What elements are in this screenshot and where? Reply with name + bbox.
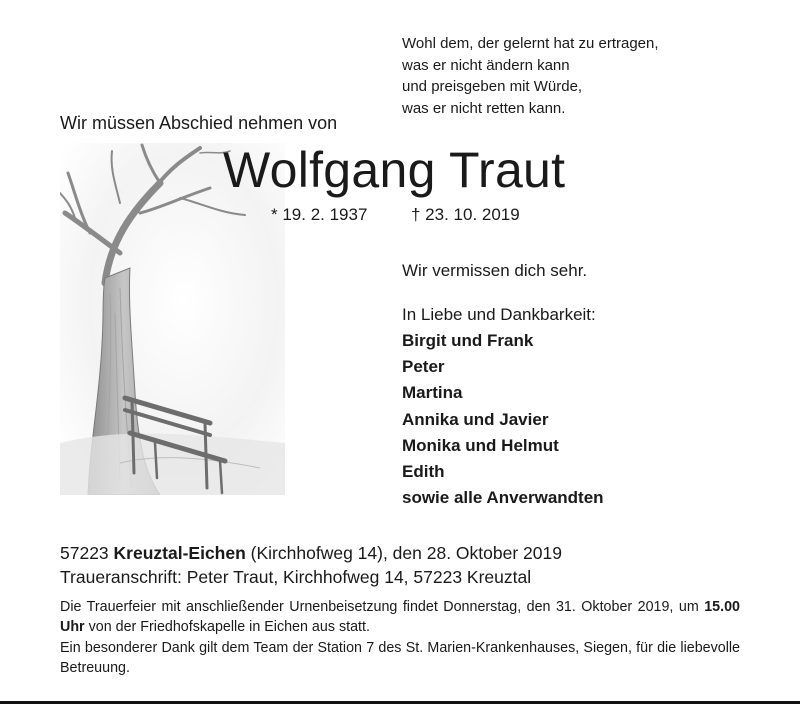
- intro-text: Wir müssen Abschied nehmen von: [60, 113, 338, 133]
- mourner-name: Monika und Helmut: [402, 435, 559, 455]
- death-date: † 23. 10. 2019: [411, 205, 520, 224]
- mourner-name: Edith: [402, 462, 445, 482]
- ceremony-text-after: von der Friedhofskapelle in Eichen aus statt.: [88, 619, 370, 635]
- mourner-name: Annika und Javier: [402, 409, 549, 429]
- mourner-name: sowie alle Anverwandten: [402, 488, 604, 508]
- mourners-list: [402, 328, 604, 511]
- ceremony-notice: [60, 597, 740, 637]
- ceremony-time: 15.00 Uhr: [60, 599, 741, 635]
- zip-code: 57223: [60, 543, 109, 563]
- place-name: Kreuztal-Eichen: [113, 543, 246, 563]
- place-date-line: [60, 543, 562, 564]
- ceremony-text-before: Die Trauerfeier mit anschließender Urnenbeisetzung findet Donnerstag, den 31. Oktober 2019, um: [60, 599, 699, 615]
- farewell-message: Wir vermissen dich sehr.: [402, 261, 588, 280]
- motto-line: was er nicht retten kann.: [402, 99, 566, 117]
- mourning-address: Traueranschrift: Peter Traut, Kirchhofweg 14, 57223 Kreuztal: [60, 567, 532, 587]
- deceased-name: Wolfgang Traut: [223, 142, 566, 198]
- mourner-name: Martina: [402, 383, 463, 403]
- thanks-notice: Ein besonderer Dank gilt dem Team der Station 7 des St. Marien-Krankenhauses, Siegen, für die liebevolle Betreuung.: [60, 640, 740, 676]
- birth-date: * 19. 2. 1937: [271, 205, 368, 224]
- mourners-heading: In Liebe und Dankbarkeit:: [402, 305, 596, 324]
- motto-line: und preisgeben mit Würde,: [402, 78, 583, 95]
- mourner-name: Birgit und Frank: [402, 331, 534, 350]
- street-date: (Kirchhofweg 14), den 28. Oktober 2019: [250, 543, 562, 563]
- mourner-name: Peter: [402, 357, 445, 377]
- motto-line: Wohl dem, der gelernt hat zu ertragen,: [402, 35, 659, 52]
- motto-line: was er nicht ändern kann: [402, 56, 570, 74]
- motto-verse: [402, 33, 659, 119]
